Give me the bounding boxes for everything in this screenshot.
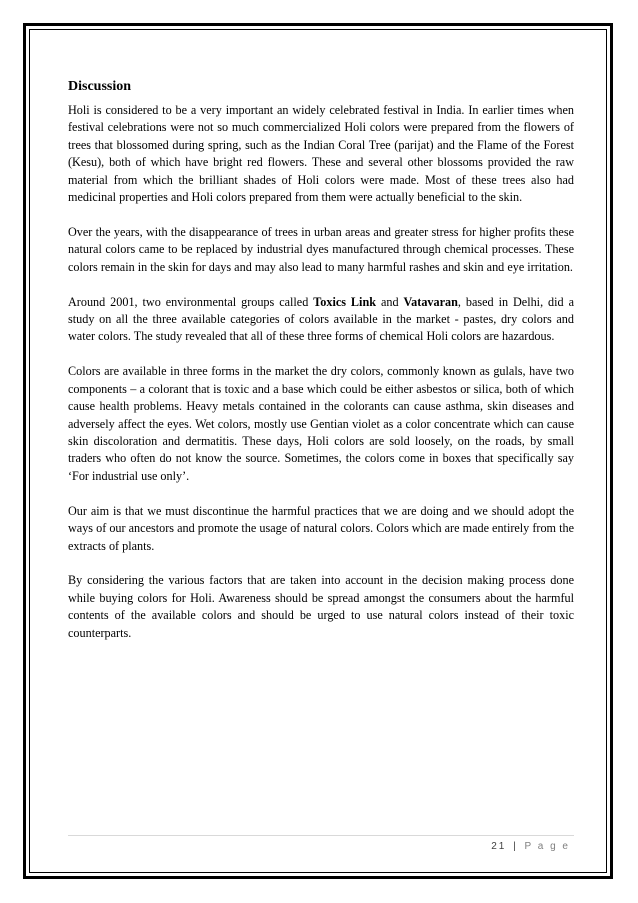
- footer-divider: [68, 835, 574, 836]
- study-text-3: , based in Delhi, did a study on all the three available categories of colors available in the market - pastes, dry colors and water colors. The study revealed that all of these three forms of chemical Holi colors are hazardous.: [68, 294, 574, 344]
- section-heading: Discussion: [68, 79, 132, 94]
- footer-separator: |: [513, 841, 518, 852]
- document-body: [68, 78, 574, 660]
- page-label: P a g e: [524, 841, 570, 852]
- study-text-1: Around 2001, two environmental groups called: [68, 294, 314, 309]
- study-text-2: and: [376, 294, 404, 309]
- paragraph-origins: Holi is considered to be a very important an widely celebrated festival in India. In earlier times when festival celebrations were not so much commercialized Holi colors were prepared from the flowers of trees that blossomed during spring, such as the Indian Coral Tree (parijat) and the Flame of the Forest (Kesu), both of which have bright red flowers. These and several other blossoms provided the raw material from which the brilliant shades of Holi colors were made. Most of these trees also had medicinal properties and Holi colors prepared from them were actually beneficial to the skin.: [68, 103, 574, 205]
- paragraph-awareness: By considering the various factors that are taken into account in the decision making process done while buying colors for Holi. Awareness should be spread amongst the consumers about the harmful contents of the available colors and should be urged to use natural colors instead of their toxic counterparts.: [68, 573, 574, 640]
- paragraph-color-forms: Colors are available in three forms in the market the dry colors, commonly known as gulals, have two components – a colorant that is toxic and a base which could be either asbestos or silica, both of which cause health problems. Heavy metals contained in the colorants can cause asthma, skin diseases and adversely affect the eyes. Wet colors, mostly use Gentian violet as a color concentrate which can cause skin discoloration and dermatitis. These days, Holi colors are sold loosely, on the roads, by small traders who often do not know the source. Sometimes, the colors come in boxes that specifically say ‘For industrial use only’.: [68, 364, 574, 483]
- paragraph-study: [68, 294, 574, 346]
- paragraph-industrial-dyes: Over the years, with the disappearance of trees in urban areas and greater stress for higher profits these natural colors came to be replaced by industrial dyes manufactured through chemical processes. These colors remain in the skin for days and may also lead to many harmful rashes and skin and eye irritation.: [68, 224, 574, 274]
- page-number: 21: [491, 841, 507, 852]
- org-vatavaran: Vatavaran: [403, 294, 458, 309]
- org-toxics-link: Toxics Link: [313, 294, 376, 309]
- paragraph-aim: Our aim is that we must discontinue the harmful practices that we are doing and we should adopt the ways of our ancestors and promote the usage of natural colors. Colors which are made entirely from the extracts of plants.: [68, 503, 574, 553]
- page-footer: [491, 841, 570, 852]
